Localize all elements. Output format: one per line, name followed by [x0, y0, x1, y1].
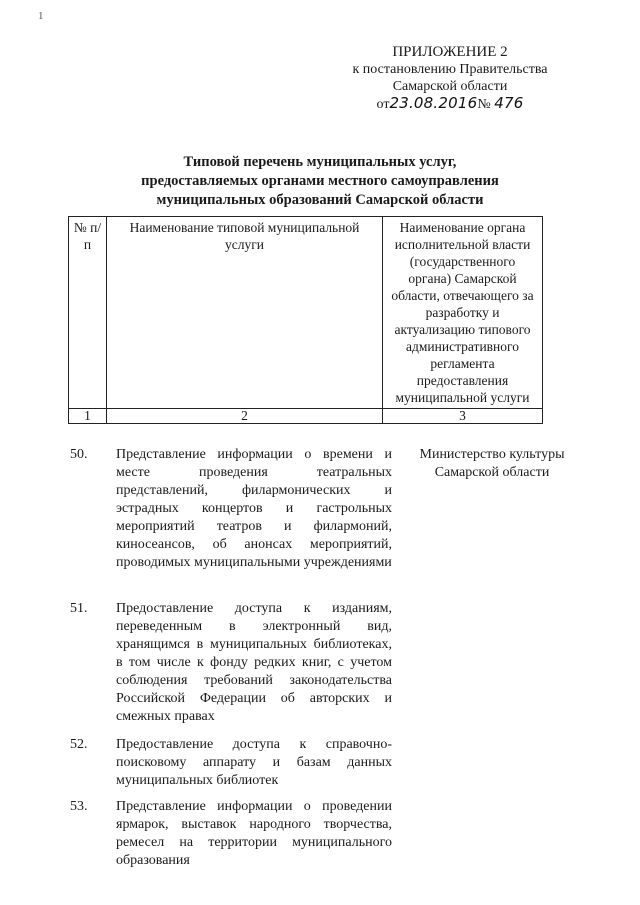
item-service: Предоставление доступа к справочно-поисковому аппарату и базам данных муниципальных библиотек [116, 737, 392, 788]
page-mark: 1 [38, 10, 44, 22]
item-number: 52. [70, 737, 88, 752]
column-number-row [69, 409, 543, 424]
decree-line-2: Самарской области [392, 79, 508, 94]
item-number: 50. [70, 447, 88, 462]
item-number: 51. [70, 601, 88, 616]
title-line-2: предоставляемых органами местного самоуправления [141, 173, 499, 189]
services-table-header [68, 216, 543, 424]
appendix-header [330, 44, 570, 113]
document-title [110, 153, 530, 210]
item-authority: Министерство культуры Самарской области [419, 447, 565, 480]
item-service: Представление информации о времени и месте проведения театральных представлений, филармонических и эстрадных концертов и гастрольных мероприятий театров и филармоний, киносеансов, об анонсах мероприятий, проводимых муниципальными учреждениями [116, 447, 392, 570]
column-number-2: 2 [107, 409, 383, 424]
header-col-number: № п/п [69, 217, 107, 409]
handwritten-date: 23.08.2016 [389, 94, 478, 112]
from-prefix: от [376, 97, 390, 112]
header-row [69, 217, 543, 409]
item-service: Предоставление доступа к изданиям, переведенным в электронный вид, хранящимся в муниципальных библиотеках, в том числе к фонду редких книг, с учетом соблюдения требований законодательства Российской Федерации об авторских и смежных правах [116, 601, 392, 724]
handwritten-number: 476 [494, 94, 524, 112]
appendix-title: ПРИЛОЖЕНИЕ 2 [392, 44, 508, 60]
item-number: 53. [70, 799, 88, 814]
header-col-authority: Наименование органа исполнительной власти (государственного органа) Самарской области, отвечающего за разработку и актуализацию типового административного регламента предоставления муниципальной услуги [383, 217, 543, 409]
number-prefix: № [477, 97, 491, 112]
item-service: Представление информации о проведении ярмарок, выставок народного творчества, ремесел на территории муниципального образования [116, 799, 392, 868]
decree-date-line [330, 95, 570, 113]
column-number-1: 1 [69, 409, 107, 424]
column-number-3: 3 [383, 409, 543, 424]
title-line-1: Типовой перечень муниципальных услуг, [183, 154, 457, 170]
title-line-3: муниципальных образований Самарской области [156, 192, 484, 208]
header-col-service: Наименование типовой муниципальной услуги [107, 217, 383, 409]
decree-line-1: к постановлению Правительства [352, 62, 548, 77]
